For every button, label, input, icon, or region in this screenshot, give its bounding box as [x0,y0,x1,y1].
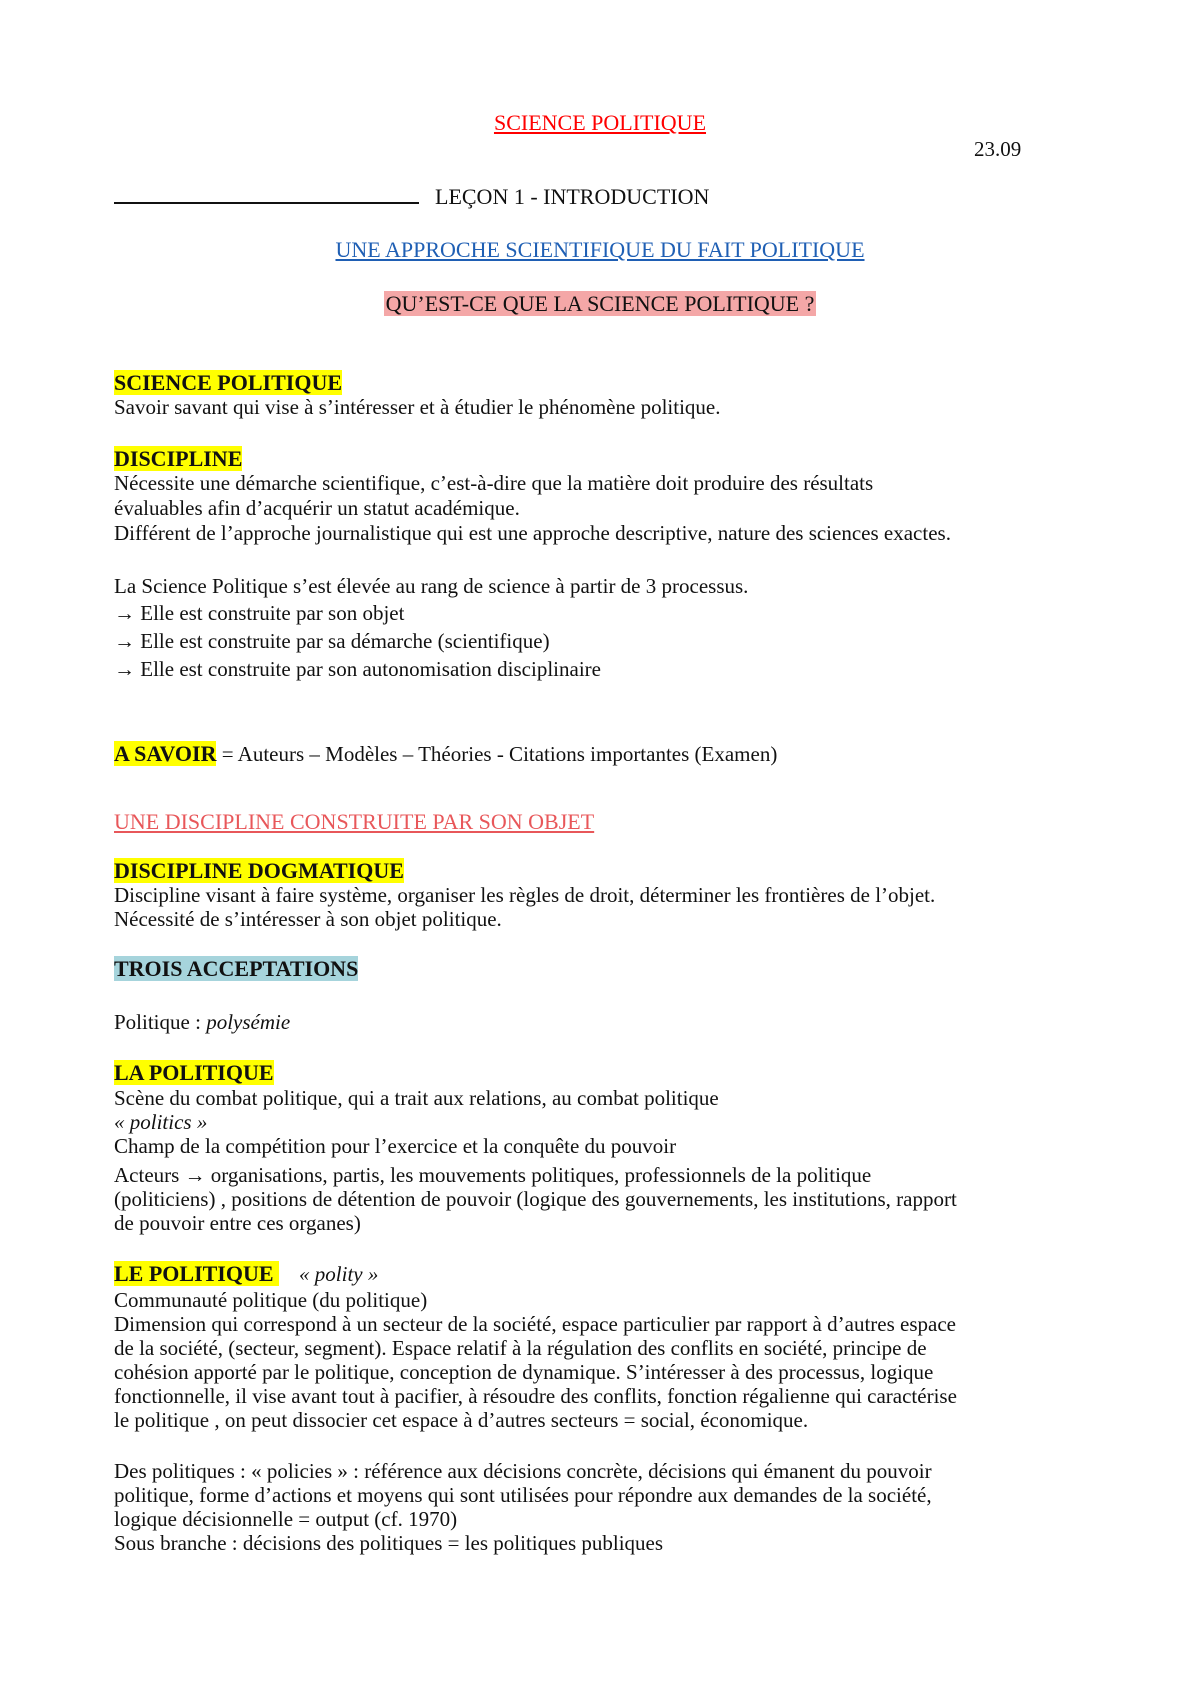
paragraph-line: Communauté politique (du politique) [114,1288,428,1312]
paragraph-line: politique, forme d’actions et moyens qui sont utilisées pour répondre aux demandes de la société, [114,1483,932,1507]
section-heading: LE POLITIQUE [114,1261,280,1286]
polysemie-label: Politique : [114,1010,207,1034]
section-acceptations [114,956,358,982]
paragraph-line: La Science Politique s’est élevée au rang de science à partir de 3 processus. [114,574,749,598]
paragraph-line: de la société, (secteur, segment). Espace relatif à la régulation des conflits en société, principe de [114,1336,927,1360]
paragraph-line: cohésion apporté par le politique, conception de dynamique. S’intéresser à des processus, logique [114,1360,934,1384]
section-heading: DISCIPLINE [114,446,243,471]
document-title: SCIENCE POLITIQUE [493,110,707,135]
list-item: → Elle est construite par son objet [114,601,405,625]
section-discipline [114,446,242,472]
section-dogmatique [114,858,404,884]
document-subtitle: UNE APPROCHE SCIENTIFIQUE DU FAIT POLITIQUE [335,237,865,262]
paragraph-line: fonctionnelle, il vise avant tout à pacifier, à résoudre des conflits, fonction régalienne qui caractérise [114,1384,957,1408]
paragraph-line: Différent de l’approche journalistique qui est une approche descriptive, nature des sciences exactes. [114,521,951,545]
section-la-politique [114,1060,274,1086]
paragraph-line: Savoir savant qui vise à s’intéresser et à étudier le phénomène politique. [114,395,721,419]
paragraph-line: évaluables afin d’acquérir un statut académique. [114,496,520,520]
paragraph-line: Nécessité de s’intéresser à son objet politique. [114,907,502,931]
paragraph-line: (politiciens) , positions de détention de pouvoir (logique des gouvernements, les institutions, rapport [114,1187,957,1211]
lesson-heading: LEÇON 1 - INTRODUCTION [435,184,710,209]
polysemie-row [114,1010,290,1034]
paragraph-line: Nécessite une démarche scientifique, c’est-à-dire que la matière doit produire des résultats [114,471,874,495]
subtitle-row [0,237,1200,263]
a-savoir-text: = Auteurs – Modèles – Théories - Citations importantes (Examen) [216,742,778,766]
a-savoir-label: A SAVOIR [114,741,217,766]
paragraph-line: Des politiques : « policies » : référence aux décisions concrète, décisions qui émanent du pouvoir [114,1459,932,1483]
paragraph-line: de pouvoir entre ces organes) [114,1211,361,1235]
paragraph-line: Dimension qui correspond à un secteur de la société, espace particulier par rapport à d’autres espace [114,1312,956,1336]
section-objet-heading: UNE DISCIPLINE CONSTRUITE PAR SON OBJET [114,809,595,834]
list-item: → Elle est construite par son autonomisation disciplinaire [114,657,601,681]
section-science-politique [114,370,342,396]
a-savoir-row [114,742,777,766]
lesson-heading-row [114,184,709,210]
lesson-date: 23.09 [974,137,1022,161]
paragraph-line: « politics » [114,1110,208,1134]
paragraph-line: Scène du combat politique, qui a trait aux relations, au combat politique [114,1086,719,1110]
document-title-row [0,110,1200,136]
paragraph-line: le politique , on peut dissocier cet espace à d’autres secteurs = social, économique. [114,1408,809,1432]
section-heading: LA POLITIQUE [114,1060,274,1085]
polity-term: « polity » [299,1262,379,1286]
section-heading: DISCIPLINE DOGMATIQUE [114,858,404,883]
main-question: QU’EST-CE QUE LA SCIENCE POLITIQUE ? [385,291,815,316]
list-item: → Elle est construite par sa démarche (scientifique) [114,629,550,653]
paragraph-line: logique décisionnelle = output (cf. 1970) [114,1507,458,1531]
paragraph-line: Sous branche : décisions des politiques = les politiques publiques [114,1531,664,1555]
polysemie-term: polysémie [206,1010,291,1034]
section-le-politique [114,1262,378,1286]
paragraph-line: Discipline visant à faire système, organiser les règles de droit, déterminer les frontières de l’objet. [114,883,936,907]
paragraph-line: Champ de la compétition pour l’exercice et la conquête du pouvoir [114,1134,677,1158]
question-row [0,291,1200,317]
section-objet-row [114,809,594,835]
paragraph-line: Acteurs → organisations, partis, les mouvements politiques, professionnels de la politique [114,1163,872,1187]
lesson-rule [114,202,419,204]
section-heading: SCIENCE POLITIQUE [114,370,343,395]
section-heading: TROIS ACCEPTATIONS [114,956,359,981]
